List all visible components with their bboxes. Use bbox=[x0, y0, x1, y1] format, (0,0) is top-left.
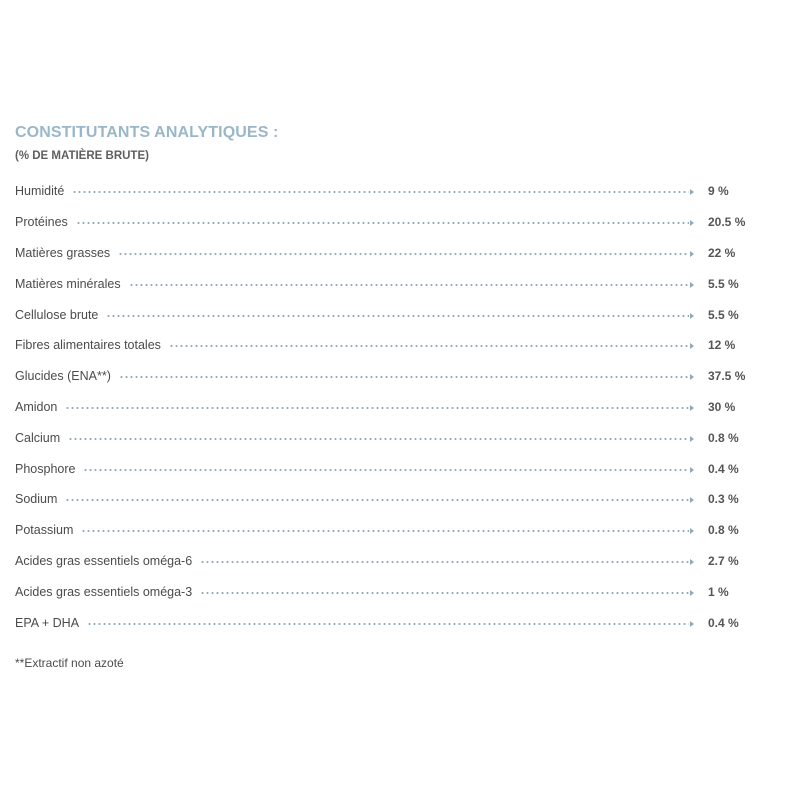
dotted-leader bbox=[106, 315, 689, 317]
list-item bbox=[15, 576, 760, 607]
row-label: EPA + DHA bbox=[15, 615, 80, 630]
row-label: Matières grasses bbox=[15, 245, 111, 260]
list-item bbox=[15, 330, 760, 361]
list-item bbox=[15, 546, 760, 577]
row-value: 5.5 % bbox=[708, 307, 739, 322]
row-label: Acides gras essentiels oméga-3 bbox=[15, 584, 193, 599]
dotted-leader bbox=[200, 561, 689, 563]
row-value: 5.5 % bbox=[708, 276, 739, 291]
dotted-leader bbox=[129, 284, 689, 286]
dotted-leader bbox=[76, 222, 689, 224]
dotted-leader bbox=[200, 592, 689, 594]
list-item bbox=[15, 299, 760, 330]
list-item bbox=[15, 607, 760, 638]
list-item bbox=[15, 515, 760, 546]
row-value: 20.5 % bbox=[708, 215, 746, 230]
dotted-leader bbox=[65, 499, 689, 501]
row-label: Fibres alimentaires totales bbox=[15, 338, 161, 353]
page-subtitle: (% DE MATIÈRE BRUTE) bbox=[15, 150, 149, 162]
footnote: **Extractif non azoté bbox=[15, 656, 124, 670]
row-value: 9 % bbox=[708, 184, 729, 199]
row-label: Humidité bbox=[15, 184, 65, 199]
row-value: 0.8 % bbox=[708, 430, 739, 445]
row-label: Matières minérales bbox=[15, 276, 121, 291]
row-label: Cellulose brute bbox=[15, 307, 99, 322]
row-value: 2.7 % bbox=[708, 553, 739, 568]
row-value: 0.8 % bbox=[708, 523, 739, 538]
list-item bbox=[15, 268, 760, 299]
dotted-leader bbox=[87, 623, 689, 625]
row-value: 37.5 % bbox=[708, 369, 746, 384]
row-label: Protéines bbox=[15, 215, 68, 230]
dotted-leader bbox=[72, 191, 689, 193]
list-item bbox=[15, 453, 760, 484]
dotted-leader bbox=[83, 469, 689, 471]
row-label: Sodium bbox=[15, 492, 58, 507]
row-value: 12 % bbox=[708, 338, 736, 353]
list-item bbox=[15, 422, 760, 453]
list-item bbox=[15, 238, 760, 269]
row-value: 30 % bbox=[708, 399, 736, 414]
row-label: Phosphore bbox=[15, 461, 76, 476]
row-value: 1 % bbox=[708, 584, 729, 599]
dotted-leader bbox=[68, 438, 689, 440]
row-value: 0.4 % bbox=[708, 461, 739, 476]
dotted-leader bbox=[118, 253, 689, 255]
list-item bbox=[15, 361, 760, 392]
list-item bbox=[15, 484, 760, 515]
row-label: Acides gras essentiels oméga-6 bbox=[15, 553, 193, 568]
row-value: 0.3 % bbox=[708, 492, 739, 507]
row-label: Calcium bbox=[15, 430, 61, 445]
list-item bbox=[15, 176, 760, 207]
row-label: Amidon bbox=[15, 399, 58, 414]
row-label: Potassium bbox=[15, 523, 74, 538]
dotted-leader bbox=[119, 376, 689, 378]
dotted-leader bbox=[65, 407, 689, 409]
list-item bbox=[15, 207, 760, 238]
page-title: CONSTITUTANTS ANALYTIQUES : bbox=[15, 124, 279, 141]
row-value: 0.4 % bbox=[708, 615, 739, 630]
dotted-leader bbox=[169, 345, 689, 347]
row-value: 22 % bbox=[708, 245, 736, 260]
list-item bbox=[15, 392, 760, 423]
dotted-leader bbox=[81, 530, 689, 532]
row-label: Glucides (ENA**) bbox=[15, 369, 111, 384]
constituents-list bbox=[15, 176, 760, 638]
